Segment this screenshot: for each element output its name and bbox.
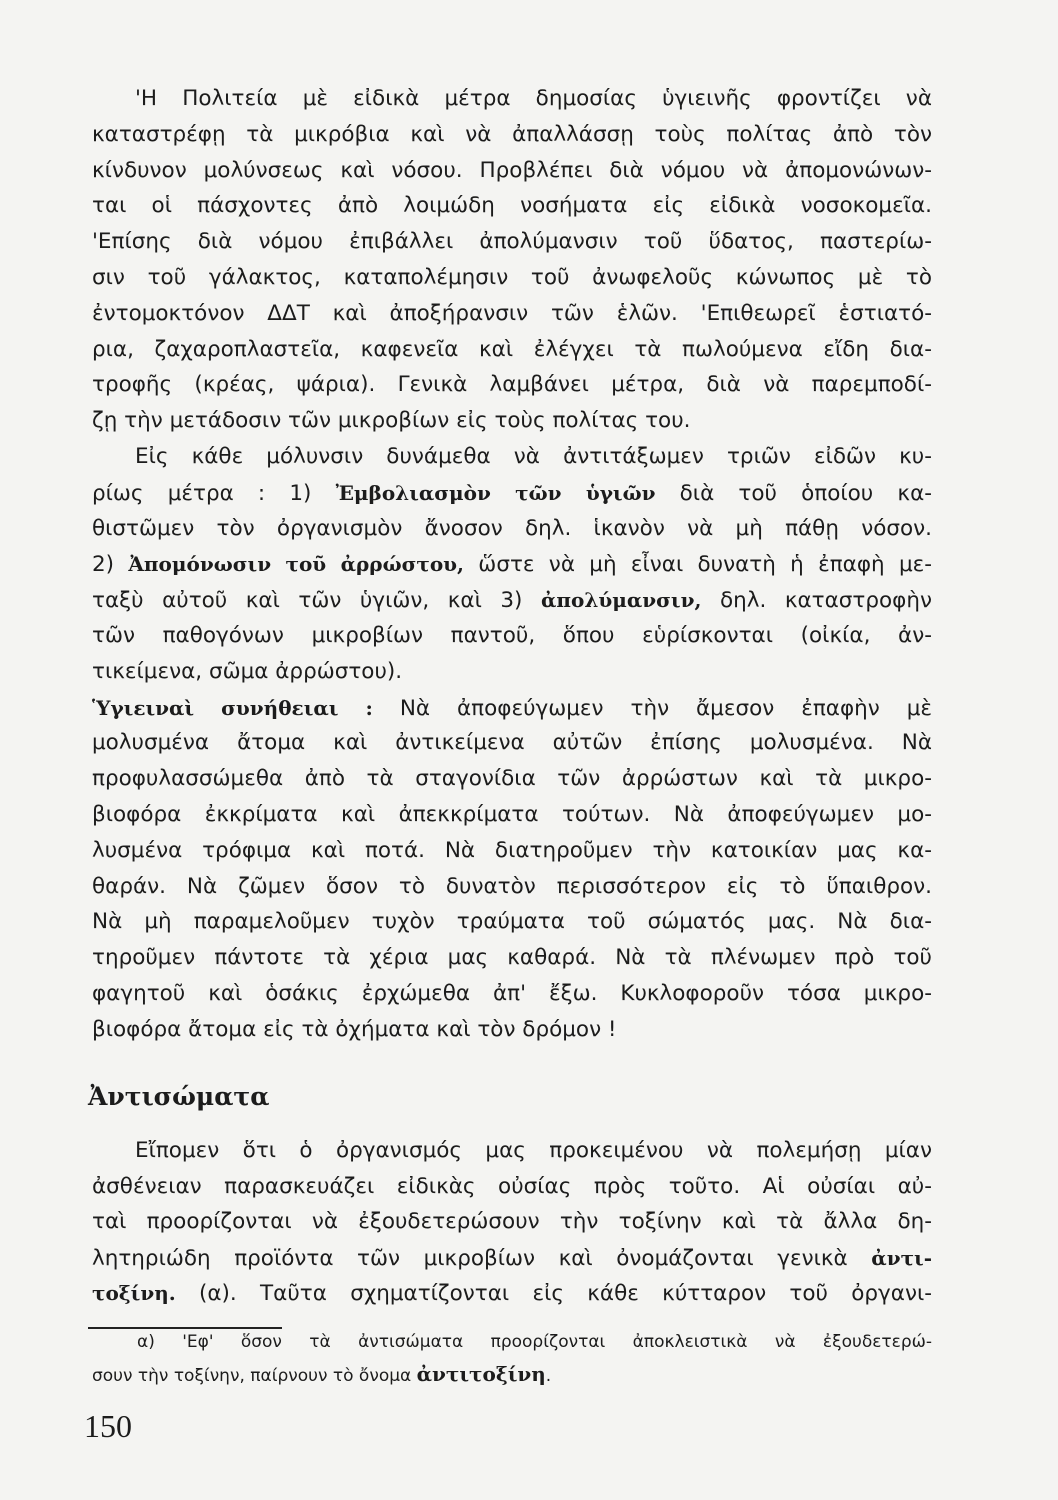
- text-segment: τῶν παθογόνων μικροβίων παντοῦ, ὅπου εὑρίσκονται (οἰκία, ἀν-: [92, 623, 932, 648]
- text-segment: Νὰ ἀποφεύγωμεν τὴν ἄμεσον ἐπαφὴν μὲ: [372, 695, 932, 721]
- text-line: [92, 1207, 932, 1237]
- text-line: [135, 1136, 932, 1166]
- text-segment: τροφῆς (κρέας, ψάρια). Γενικὰ λαμβάνει μέτρα, διὰ νὰ παρεμποδί-: [92, 372, 932, 398]
- text-line: [92, 263, 932, 293]
- text-line: [92, 478, 932, 509]
- bold-term: ἀντιτοξίνη: [416, 1362, 546, 1386]
- text-segment: 'Η Πολιτεία μὲ εἰδικὰ μέτρα δημοσίας ὑγιεινῆς φροντίζει νὰ: [135, 86, 932, 111]
- text-segment: ἀσθένειαν παρασκευάζει εἰδικὰς οὐσίας πρὸς τοῦτο. Αἱ οὐσίαι αὐ-: [92, 1173, 932, 1199]
- text-segment: προφυλασσώμεθα ἀπὸ τὰ σταγονίδια τῶν ἀρρώστων καὶ τὰ μικρο-: [92, 766, 932, 792]
- text-line: [92, 800, 932, 830]
- text-segment: διὰ τοῦ ὁποίου κα-: [655, 480, 932, 506]
- text-segment: βιοφόρα ἐκκρίματα καὶ ἀπεκκρίματα τούτων. Νὰ ἀποφεύγωμεν μο-: [92, 802, 932, 827]
- text-segment: (α). Ταῦτα σχηματίζονται εἰς κάθε κύτταρον τοῦ ὀργανι-: [175, 1281, 932, 1306]
- text-line: [92, 657, 932, 687]
- text-line: [92, 764, 932, 794]
- text-segment: μολυσμένα ἄτομα καὶ ἀντικείμενα αὐτῶν ἐπίσης μολυσμένα. Νὰ: [92, 730, 932, 756]
- text-segment: θιστῶμεν τὸν ὀργανισμὸν ἄνοσον δηλ. ἱκανὸν νὰ μὴ πάθῃ νόσον.: [92, 515, 932, 541]
- bold-term: Ὑγιειναὶ συνήθειαι :: [92, 695, 373, 720]
- text-line: [92, 549, 932, 580]
- text-line: [135, 84, 932, 114]
- text-segment: ταὶ προορίζονται νὰ ἐξουδετερώσουν τὴν τοξίνην καὶ τὰ ἄλλα δη-: [92, 1209, 932, 1234]
- text-segment: ἐντομοκτόνον ΔΔΤ καὶ ἀποξήρανσιν τῶν ἑλῶν. 'Επιθεωρεῖ ἑστιατό-: [92, 300, 932, 326]
- text-line: [92, 943, 932, 973]
- text-line: [92, 693, 932, 724]
- text-segment: ταξὺ αὐτοῦ καὶ τῶν ὑγιῶν, καὶ 3): [92, 588, 541, 614]
- text-line: [92, 1362, 932, 1388]
- footnote-divider: [88, 1327, 282, 1329]
- text-segment: δηλ. καταστροφὴν: [701, 588, 932, 614]
- text-line: [92, 227, 932, 257]
- text-segment: ρίως μέτρα : 1): [92, 480, 336, 506]
- bold-term: τοξίνη.: [92, 1281, 176, 1305]
- text-line: [137, 1330, 932, 1354]
- text-line: [92, 335, 932, 365]
- text-segment: τικείμενα, σῶμα ἀρρώστου).: [92, 658, 403, 684]
- text-segment: κίνδυνον μολύνσεως καὶ νόσου. Προβλέπει διὰ νόμου νὰ ἀπομονώνων-: [92, 157, 932, 183]
- text-line: [92, 907, 932, 937]
- text-line: [92, 1278, 932, 1309]
- text-line: [92, 1243, 932, 1274]
- bold-term: Ἐμβολιασμὸν τῶν ὑγιῶν: [335, 480, 656, 505]
- text-segment: 'Επίσης διὰ νόμου ἐπιβάλλει ἀπολύμανσιν τοῦ ὕδατος, παστερίω-: [92, 229, 932, 255]
- text-line: [92, 1015, 932, 1045]
- text-line: [92, 872, 932, 902]
- bold-term: Ἀπομόνωσιν τοῦ ἀρρώστου,: [128, 552, 465, 577]
- text-line: [92, 585, 932, 616]
- text-segment: καταστρέφῃ τὰ μικρόβια καὶ νὰ ἀπαλλάσσῃ τοὺς πολίτας ἀπὸ τὸν: [92, 121, 932, 147]
- text-line: [92, 621, 932, 651]
- text-line: [92, 406, 932, 436]
- text-line: [92, 191, 932, 221]
- bold-term: ἀπολύμανσιν,: [540, 588, 702, 613]
- text-segment: 2): [92, 552, 129, 578]
- text-segment: σουν τὴν τοξίνην, παίρνουν τὸ ὄνομα: [92, 1366, 417, 1386]
- text-segment: α) 'Εφ' ὅσον τὰ ἀντισώματα προορίζονται ἀποκλειστικὰ νὰ ἐξουδετερώ-: [137, 1332, 932, 1352]
- text-segment: ται οἱ πάσχοντες ἀπὸ λοιμώδη νοσήματα εἰς εἰδικὰ νοσοκομεῖα.: [92, 193, 932, 219]
- text-segment: θαράν. Νὰ ζῶμεν ὅσον τὸ δυνατὸν περισσότερον εἰς τὸ ὕπαιθρον.: [92, 873, 932, 899]
- text-line: [92, 120, 932, 150]
- text-segment: Εἴπομεν ὅτι ὁ ὀργανισμός μας προκειμένου νὰ πολεμήσῃ μίαν: [135, 1138, 932, 1163]
- text-segment: τηροῦμεν πάντοτε τὰ χέρια μας καθαρά. Νὰ τὰ πλένωμεν πρὸ τοῦ: [92, 945, 932, 971]
- text-line: [92, 836, 932, 866]
- text-segment: Νὰ μὴ παραμελοῦμεν τυχὸν τραύματα τοῦ σώματός μας. Νὰ δια-: [92, 909, 932, 935]
- text-segment: ρια, ζαχαροπλαστεῖα, καφενεῖα καὶ ἐλέγχει τὰ πωλούμενα εἴδη δια-: [92, 336, 932, 362]
- text-segment: φαγητοῦ καὶ ὁσάκις ἐρχώμεθα ἀπ' ἔξω. Κυκλοφοροῦν τόσα μικρο-: [92, 981, 932, 1006]
- text-segment: λυσμένα τρόφιμα καὶ ποτά. Νὰ διατηροῦμεν τὴν κατοικίαν μας κα-: [92, 837, 932, 863]
- text-segment: ὥστε νὰ μὴ εἶναι δυνατὴ ἡ ἐπαφὴ με-: [464, 552, 932, 578]
- text-line: [135, 442, 932, 472]
- text-line: [92, 370, 932, 400]
- text-line: [92, 979, 932, 1009]
- text-segment: .: [545, 1366, 552, 1386]
- text-line: [92, 299, 932, 329]
- text-segment: βιοφόρα ἄτομα εἰς τὰ ὀχήματα καὶ τὸν δρόμον !: [92, 1016, 617, 1042]
- text-segment: σιν τοῦ γάλακτος, καταπολέμησιν τοῦ ἀνωφελοῦς κώνωπος μὲ τὸ: [92, 265, 932, 290]
- text-line: [92, 728, 932, 758]
- section-heading: Ἀντισώματα: [88, 1082, 270, 1111]
- text-line: [92, 156, 932, 186]
- text-line: [92, 514, 932, 544]
- bold-term: ἀντι-: [871, 1245, 932, 1270]
- text-segment: λητηριώδη προϊόντα τῶν μικροβίων καὶ ὀνομάζονται γενικὰ: [92, 1245, 872, 1271]
- text-line: [92, 1172, 932, 1202]
- page-number: 150: [84, 1408, 132, 1444]
- text-segment: Εἰς κάθε μόλυνσιν δυνάμεθα νὰ ἀντιτάξωμεν τριῶν εἰδῶν κυ-: [135, 444, 932, 469]
- text-segment: ζῃ τὴν μετάδοσιν τῶν μικροβίων εἰς τοὺς πολίτας του.: [92, 408, 691, 434]
